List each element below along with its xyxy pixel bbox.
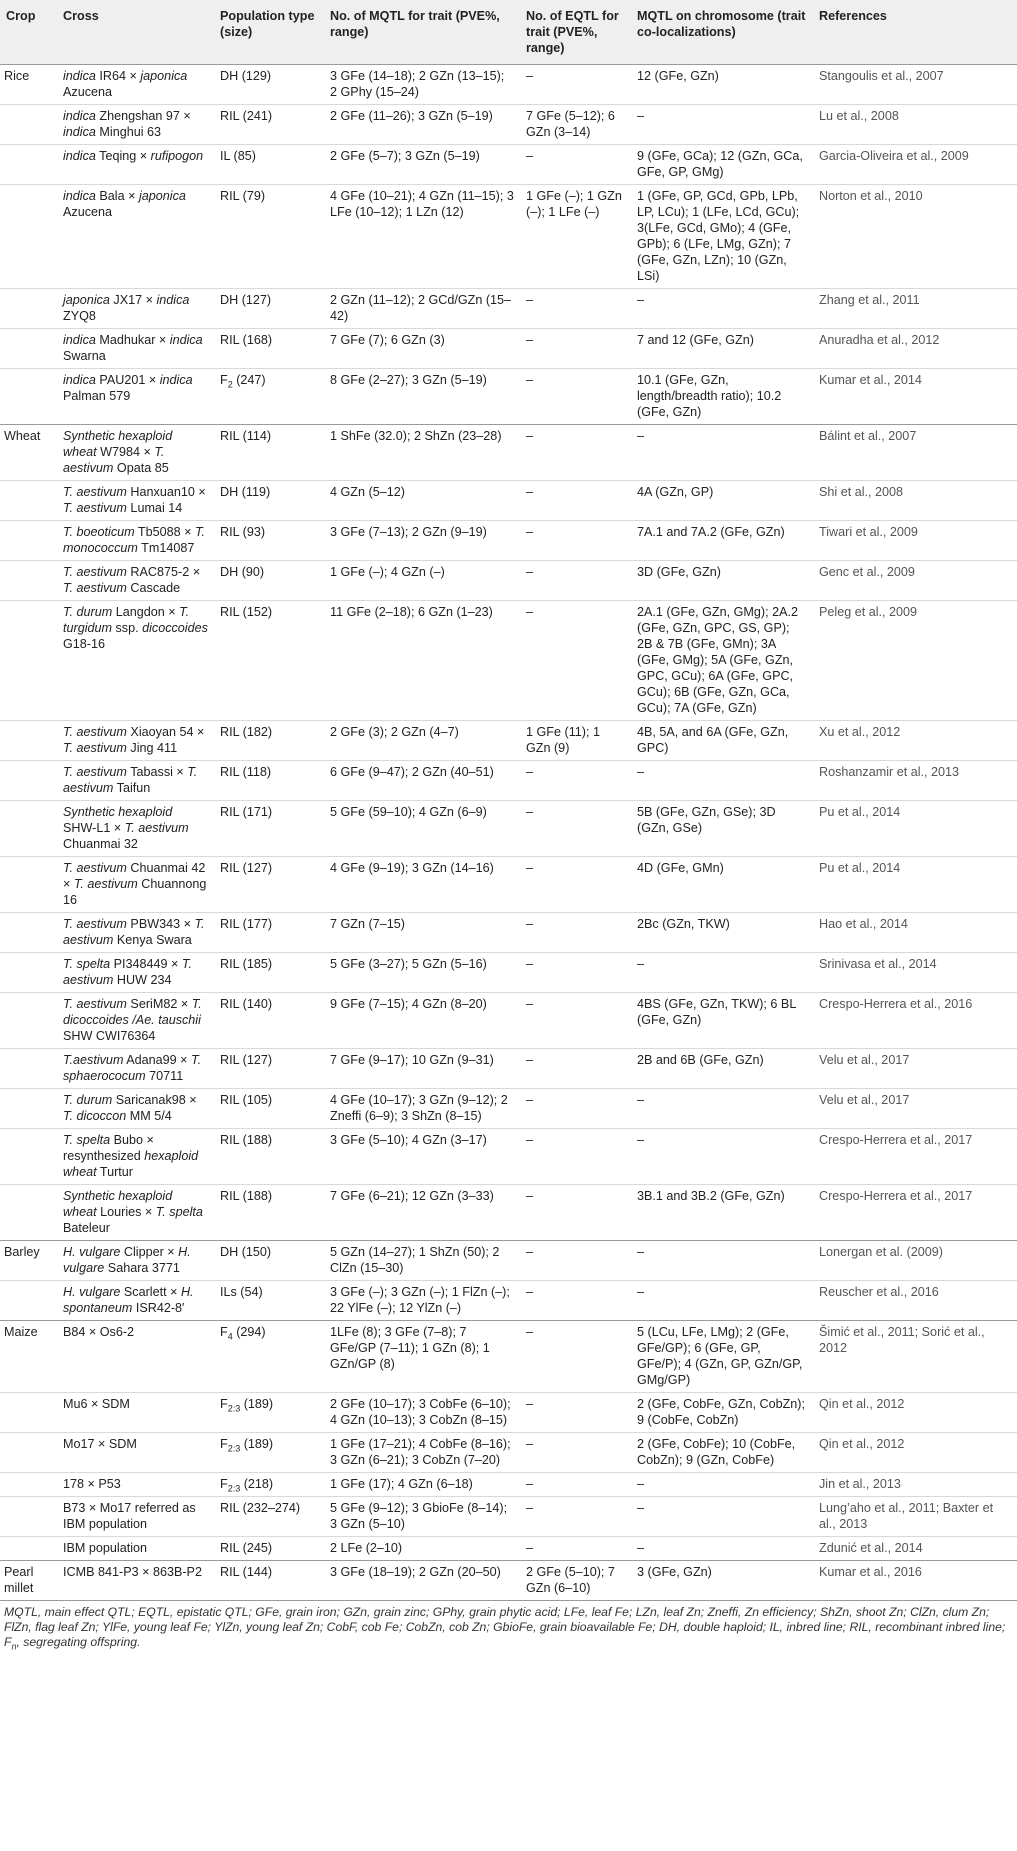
reference-cell: Lung’aho et al., 2011; Baxter et al., 2013 — [813, 1497, 1017, 1537]
reference-cell: Lu et al., 2008 — [813, 105, 1017, 145]
eqtl-cell: – — [520, 857, 631, 913]
population-cell: $F_4$ (294) — [214, 1321, 324, 1393]
cross-cell: T. aestivum Xiaoyan 54 × T. aestivum Jing 411 — [57, 721, 214, 761]
population-cell: $F_2$ (247) — [214, 369, 324, 425]
chromosome-cell: 5B (GFe, GZn, GSe); 3D (GZn, GSe) — [631, 801, 813, 857]
eqtl-cell: 1 GFe (11); 1 GZn (9) — [520, 721, 631, 761]
population-cell: RIL (171) — [214, 801, 324, 857]
cross-cell: IBM population — [57, 1537, 214, 1561]
chromosome-cell: – — [631, 953, 813, 993]
crop-cell — [0, 993, 57, 1049]
population-cell: RIL (152) — [214, 601, 324, 721]
population-cell: DH (150) — [214, 1241, 324, 1281]
cross-cell: 178 × P53 — [57, 1473, 214, 1497]
eqtl-cell: – — [520, 1433, 631, 1473]
eqtl-cell: – — [520, 1497, 631, 1537]
reference-cell: Šimić et al., 2011; Sorić et al., 2012 — [813, 1321, 1017, 1393]
chromosome-cell: 1 (GFe, GP, GCd, GPb, LPb, LP, LCu); 1 (LFe, LCd, GCu); 3(LFe, GCd, GMo); 4 (GFe, GPb); 6 (LFe, LMg, GZn); 7 (GFe, GZn, LZn); 10 (GZn, LSi) — [631, 185, 813, 289]
population-cell: RIL (232–274) — [214, 1497, 324, 1537]
population-cell: RIL (177) — [214, 913, 324, 953]
chromosome-cell: – — [631, 289, 813, 329]
eqtl-cell: – — [520, 801, 631, 857]
chromosome-cell: 4D (GFe, GMn) — [631, 857, 813, 913]
population-cell: RIL (127) — [214, 1049, 324, 1089]
chromosome-cell: 4B, 5A, and 6A (GFe, GZn, GPC) — [631, 721, 813, 761]
cross-cell: B84 × Os6-2 — [57, 1321, 214, 1393]
reference-cell: Velu et al., 2017 — [813, 1089, 1017, 1129]
crop-cell — [0, 1089, 57, 1129]
population-cell: RIL (140) — [214, 993, 324, 1049]
mqtl-cell: 5 GZn (14–27); 1 ShZn (50); 2 ClZn (15–30) — [324, 1241, 520, 1281]
eqtl-cell: – — [520, 993, 631, 1049]
cross-cell: T. boeoticum Tb5088 × T. monococcum Tm14087 — [57, 521, 214, 561]
chromosome-cell: – — [631, 1281, 813, 1321]
header-crop: Crop — [0, 0, 57, 65]
chromosome-cell: 2B and 6B (GFe, GZn) — [631, 1049, 813, 1089]
reference-cell: Bálint et al., 2007 — [813, 425, 1017, 481]
crop-cell — [0, 721, 57, 761]
mqtl-cell: 3 GFe (–); 3 GZn (–); 1 FlZn (–); 22 YlFe (–); 12 YlZn (–) — [324, 1281, 520, 1321]
population-cell: DH (127) — [214, 289, 324, 329]
chromosome-cell: 2A.1 (GFe, GZn, GMg); 2A.2 (GFe, GZn, GPC, GS, GP); 2B & 7B (GFe, GMn); 3A (GFe, GMg); 5A (GFe, GZn, GPC, GCu); 6A (GFe, GPC, GCu); 6B (GFe, GZn, GCa, GCu); 7A (GFe, GZn) — [631, 601, 813, 721]
reference-cell: Roshanzamir et al., 2013 — [813, 761, 1017, 801]
eqtl-cell: – — [520, 1321, 631, 1393]
chromosome-cell: – — [631, 105, 813, 145]
crop-cell — [0, 1129, 57, 1185]
header-population: Population type (size) — [214, 0, 324, 65]
chromosome-cell: 9 (GFe, GCa); 12 (GZn, GCa, GFe, GP, GMg) — [631, 145, 813, 185]
crop-cell — [0, 105, 57, 145]
eqtl-cell: – — [520, 369, 631, 425]
reference-cell: Zdunić et al., 2014 — [813, 1537, 1017, 1561]
mqtl-cell: 1LFe (8); 3 GFe (7–8); 7 GFe/GP (7–11); 1 GZn (8); 1 GZn/GP (8) — [324, 1321, 520, 1393]
chromosome-cell: – — [631, 761, 813, 801]
population-cell: RIL (185) — [214, 953, 324, 993]
cross-cell: T. aestivum RAC875-2 × T. aestivum Cascade — [57, 561, 214, 601]
reference-cell: Qin et al., 2012 — [813, 1393, 1017, 1433]
table-row — [0, 1473, 1017, 1497]
reference-cell: Qin et al., 2012 — [813, 1433, 1017, 1473]
table-row — [0, 369, 1017, 425]
reference-cell: Tiwari et al., 2009 — [813, 521, 1017, 561]
eqtl-cell: – — [520, 913, 631, 953]
chromosome-cell: – — [631, 1089, 813, 1129]
cross-cell: T. aestivum SeriM82 × T. dicoccoides /Ae. tauschii SHW CWI76364 — [57, 993, 214, 1049]
eqtl-cell: – — [520, 1089, 631, 1129]
cross-cell: T.aestivum Adana99 × T. sphaerococum 70711 — [57, 1049, 214, 1089]
cross-cell: B73 × Mo17 referred as IBM population — [57, 1497, 214, 1537]
crop-cell: Wheat — [0, 425, 57, 481]
table-row — [0, 601, 1017, 721]
table-row — [0, 329, 1017, 369]
reference-cell: Shi et al., 2008 — [813, 481, 1017, 521]
eqtl-cell: – — [520, 561, 631, 601]
chromosome-cell: 12 (GFe, GZn) — [637, 69, 719, 83]
crop-cell — [0, 561, 57, 601]
mqtl-cell: 9 GFe (7–15); 4 GZn (8–20) — [324, 993, 520, 1049]
cross-cell: T. spelta Bubo × resynthesized hexaploid wheat Turtur — [57, 1129, 214, 1185]
mqtl-cell: 2 GFe (5–7); 3 GZn (5–19) — [324, 145, 520, 185]
chromosome-cell: – — [631, 425, 813, 481]
chromosome-cell: 3 (GFe, GZn) — [631, 1561, 813, 1601]
eqtl-cell: – — [520, 289, 631, 329]
header-eqtl: No. of EQTL for trait (PVE%, range) — [520, 0, 631, 65]
mqtl-cell: 3 GFe (18–19); 2 GZn (20–50) — [324, 1561, 520, 1601]
chromosome-cell: 7 and 12 (GFe, GZn) — [631, 329, 813, 369]
reference-cell: Hao et al., 2014 — [813, 913, 1017, 953]
eqtl-cell: – — [520, 1393, 631, 1433]
cross-cell: T. aestivum Hanxuan10 × T. aestivum Lumai 14 — [57, 481, 214, 521]
table-row — [0, 1497, 1017, 1537]
reference-cell: Reuscher et al., 2016 — [813, 1281, 1017, 1321]
crop-cell — [0, 185, 57, 289]
reference-cell: Jin et al., 2013 — [813, 1473, 1017, 1497]
cross-cell: H. vulgare Scarlett × H. spontaneum ISR42-8′ — [57, 1281, 214, 1321]
mqtl-cell: 5 GFe (59–10); 4 GZn (6–9) — [324, 801, 520, 857]
cross-cell: indica IR64 × japonica Azucena — [63, 69, 188, 99]
population-cell: $F_{2:3}$ (189) — [214, 1393, 324, 1433]
table-row — [0, 801, 1017, 857]
eqtl-cell: – — [520, 601, 631, 721]
crop-cell — [0, 481, 57, 521]
mqtl-cell: 3 GFe (7–13); 2 GZn (9–19) — [324, 521, 520, 561]
population-cell: DH (129) — [220, 69, 272, 83]
crop-cell — [0, 369, 57, 425]
table-row — [0, 1321, 1017, 1393]
table-row — [0, 761, 1017, 801]
crop-cell: Barley — [0, 1241, 57, 1281]
mqtl-cell: 5 GFe (3–27); 5 GZn (5–16) — [324, 953, 520, 993]
eqtl-cell: 7 GFe (5–12); 6 GZn (3–14) — [520, 105, 631, 145]
eqtl-cell: – — [520, 953, 631, 993]
crop-cell — [0, 1393, 57, 1433]
population-cell: RIL (188) — [214, 1185, 324, 1241]
crop-cell — [0, 953, 57, 993]
crop-cell — [0, 1433, 57, 1473]
population-cell: RIL (127) — [214, 857, 324, 913]
population-cell: RIL (245) — [214, 1537, 324, 1561]
chromosome-cell: – — [631, 1129, 813, 1185]
table-row — [0, 993, 1017, 1049]
mqtl-cell: 2 GFe (11–26); 3 GZn (5–19) — [324, 105, 520, 145]
eqtl-cell: – — [520, 1473, 631, 1497]
table-row — [0, 1241, 1017, 1281]
reference-cell: Genc et al., 2009 — [813, 561, 1017, 601]
cross-cell: H. vulgare Clipper × H. vulgare Sahara 3771 — [57, 1241, 214, 1281]
crop-cell — [0, 801, 57, 857]
population-cell: DH (90) — [214, 561, 324, 601]
mqtl-cell: 3 GFe (5–10); 4 GZn (3–17) — [324, 1129, 520, 1185]
eqtl-cell: – — [520, 1049, 631, 1089]
mqtl-cell: 2 GFe (10–17); 3 CobFe (6–10); 4 GZn (10–13); 3 CobZn (8–15) — [324, 1393, 520, 1433]
mqtl-cell: 1 GFe (–); 4 GZn (–) — [324, 561, 520, 601]
mqtl-cell: 11 GFe (2–18); 6 GZn (1–23) — [324, 601, 520, 721]
chromosome-cell: – — [631, 1497, 813, 1537]
chromosome-cell: 3B.1 and 3B.2 (GFe, GZn) — [631, 1185, 813, 1241]
eqtl-cell: – — [520, 481, 631, 521]
population-cell: RIL (168) — [214, 329, 324, 369]
mqtl-cell: 2 GFe (3); 2 GZn (4–7) — [324, 721, 520, 761]
table-body — [0, 65, 1017, 1601]
eqtl-cell: – — [520, 1281, 631, 1321]
population-cell: $F_{2:3}$ (189) — [214, 1433, 324, 1473]
reference-cell: Kumar et al., 2016 — [813, 1561, 1017, 1601]
mqtl-cell: 8 GFe (2–27); 3 GZn (5–19) — [324, 369, 520, 425]
table-row — [0, 721, 1017, 761]
reference-cell: Zhang et al., 2011 — [813, 289, 1017, 329]
mqtl-cell: 1 GFe (17–21); 4 CobFe (8–16); 3 GZn (6–21); 3 CobZn (7–20) — [324, 1433, 520, 1473]
table-row — [0, 1281, 1017, 1321]
eqtl-cell: 2 GFe (5–10); 7 GZn (6–10) — [520, 1561, 631, 1601]
cross-cell: T. aestivum Tabassi × T. aestivum Taifun — [57, 761, 214, 801]
cross-cell: Mu6 × SDM — [57, 1393, 214, 1433]
crop-cell — [0, 1049, 57, 1089]
reference-cell: Stangoulis et al., 2007 — [819, 69, 944, 83]
population-cell: RIL (182) — [214, 721, 324, 761]
population-cell: ILs (54) — [214, 1281, 324, 1321]
mqtl-cell: 5 GFe (9–12); 3 GbioFe (8–14); 3 GZn (5–10) — [324, 1497, 520, 1537]
reference-cell: Anuradha et al., 2012 — [813, 329, 1017, 369]
crop-cell: Rice — [4, 69, 30, 83]
crop-cell — [0, 1473, 57, 1497]
crop-cell — [0, 1185, 57, 1241]
chromosome-cell: 10.1 (GFe, GZn, length/breadth ratio); 10.2 (GFe, GZn) — [631, 369, 813, 425]
crop-cell — [0, 145, 57, 185]
reference-cell: Pu et al., 2014 — [813, 857, 1017, 913]
eqtl-cell: – — [520, 145, 631, 185]
table-row — [0, 561, 1017, 601]
table-row — [0, 289, 1017, 329]
cross-cell: T. durum Saricanak98 × T. dicoccon MM 5/4 — [57, 1089, 214, 1129]
mqtl-cell: 7 GFe (6–21); 12 GZn (3–33) — [324, 1185, 520, 1241]
header-mqtl: No. of MQTL for trait (PVE%, range) — [324, 0, 520, 65]
population-cell: RIL (93) — [214, 521, 324, 561]
eqtl-cell: – — [520, 1185, 631, 1241]
crop-cell — [0, 761, 57, 801]
population-cell: RIL (114) — [214, 425, 324, 481]
table-row — [0, 1433, 1017, 1473]
table-row — [0, 1129, 1017, 1185]
chromosome-cell: 2 (GFe, CobFe, GZn, CobZn); 9 (CobFe, CobZn) — [631, 1393, 813, 1433]
reference-cell: Crespo-Herrera et al., 2016 — [813, 993, 1017, 1049]
reference-cell: Kumar et al., 2014 — [813, 369, 1017, 425]
population-cell: $F_{2:3}$ (218) — [214, 1473, 324, 1497]
crop-cell — [0, 913, 57, 953]
table-row — [0, 1561, 1017, 1601]
population-cell: DH (119) — [214, 481, 324, 521]
table-row — [0, 1393, 1017, 1433]
cross-cell: japonica JX17 × indica ZYQ8 — [57, 289, 214, 329]
cross-cell: Synthetic hexaploid wheat W7984 × T. aestivum Opata 85 — [57, 425, 214, 481]
population-cell: RIL (188) — [214, 1129, 324, 1185]
chromosome-cell: 4A (GZn, GP) — [631, 481, 813, 521]
cross-cell: indica Teqing × rufipogon — [57, 145, 214, 185]
eqtl-cell: – — [520, 425, 631, 481]
crop-cell — [0, 1537, 57, 1561]
table-row — [0, 1049, 1017, 1089]
chromosome-cell: – — [631, 1473, 813, 1497]
cross-cell: ICMB 841-P3 × 863B-P2 — [57, 1561, 214, 1601]
eqtl-cell: – — [520, 1129, 631, 1185]
header-references: References — [813, 0, 1017, 65]
chromosome-cell: 5 (LCu, LFe, LMg); 2 (GFe, GFe/GP); 6 (GFe, GP, GFe/P); 4 (GZn, GP, GZn/GP, GMg/GP) — [631, 1321, 813, 1393]
reference-cell: Norton et al., 2010 — [813, 185, 1017, 289]
cross-cell: Synthetic hexaploid SHW-L1 × T. aestivum Chuanmai 32 — [57, 801, 214, 857]
eqtl-cell: – — [520, 329, 631, 369]
eqtl-cell: – — [520, 521, 631, 561]
table-row — [0, 857, 1017, 913]
cross-cell: T. spelta PI348449 × T. aestivum HUW 234 — [57, 953, 214, 993]
chromosome-cell: – — [631, 1537, 813, 1561]
chromosome-cell: – — [631, 1241, 813, 1281]
population-cell: RIL (241) — [214, 105, 324, 145]
chromosome-cell: 2Bc (GZn, TKW) — [631, 913, 813, 953]
eqtl-cell: – — [520, 1241, 631, 1281]
eqtl-cell: – — [520, 761, 631, 801]
population-cell: RIL (105) — [214, 1089, 324, 1129]
table-row — [0, 1537, 1017, 1561]
table-row — [0, 425, 1017, 481]
eqtl-cell: 1 GFe (–); 1 GZn (–); 1 LFe (–) — [520, 185, 631, 289]
table-row — [0, 913, 1017, 953]
table-row — [0, 481, 1017, 521]
cross-cell: indica Bala × japonica Azucena — [57, 185, 214, 289]
chromosome-cell: 3D (GFe, GZn) — [631, 561, 813, 601]
eqtl-cell: – — [526, 69, 534, 83]
cross-cell: Synthetic hexaploid wheat Louries × T. spelta Bateleur — [57, 1185, 214, 1241]
population-cell: RIL (79) — [214, 185, 324, 289]
table-row — [0, 1089, 1017, 1129]
population-cell: RIL (118) — [214, 761, 324, 801]
chromosome-cell: 7A.1 and 7A.2 (GFe, GZn) — [631, 521, 813, 561]
crop-cell — [0, 289, 57, 329]
header-cross: Cross — [57, 0, 214, 65]
eqtl-cell: – — [520, 1537, 631, 1561]
table-row — [0, 65, 1017, 105]
crop-cell — [0, 601, 57, 721]
crop-cell: Pearl millet — [0, 1561, 57, 1601]
table-row — [0, 185, 1017, 289]
table-row — [0, 105, 1017, 145]
cross-cell: T. durum Langdon × T. turgidum ssp. dicoccoides G18-16 — [57, 601, 214, 721]
crop-cell — [0, 857, 57, 913]
mqtl-cell: 2 LFe (2–10) — [324, 1537, 520, 1561]
cross-cell: T. aestivum Chuanmai 42 × T. aestivum Chuannong 16 — [57, 857, 214, 913]
mqtl-cell: 6 GFe (9–47); 2 GZn (40–51) — [324, 761, 520, 801]
crop-cell — [0, 1497, 57, 1537]
mqtl-cell: 7 GZn (7–15) — [324, 913, 520, 953]
mqtl-cell: 1 GFe (17); 4 GZn (6–18) — [324, 1473, 520, 1497]
cross-cell: indica PAU201 × indica Palman 579 — [57, 369, 214, 425]
header-row — [0, 0, 1017, 65]
table-row — [0, 953, 1017, 993]
cross-cell: indica Madhukar × indica Swarna — [57, 329, 214, 369]
table-row — [0, 521, 1017, 561]
chromosome-cell: 4BS (GFe, GZn, TKW); 6 BL (GFe, GZn) — [631, 993, 813, 1049]
crop-cell — [0, 1281, 57, 1321]
cross-cell: indica Zhengshan 97 × indica Minghui 63 — [57, 105, 214, 145]
mqtl-cell: 1 ShFe (32.0); 2 ShZn (23–28) — [324, 425, 520, 481]
crop-cell — [0, 521, 57, 561]
reference-cell: Velu et al., 2017 — [813, 1049, 1017, 1089]
reference-cell: Srinivasa et al., 2014 — [813, 953, 1017, 993]
table-footnote: MQTL, main effect QTL; EQTL, epistatic QTL; GFe, grain iron; GZn, grain zinc; GPhy, grain phytic acid; LFe, leaf Fe; LZn, leaf Zn; Zneffi, Zn efficiency; ShZn, shoot Zn; ClZn, clum Zn; FlZn, flag leaf Zn; YlFe, young leaf Fe; YlZn, young leaf Zn; CobF, cob Fe; CobZn, cob Zn; GbioFe, grain bioavailable Fe; DH, double haploid; IL, inbred line; RIL, recombinant inbred line; $F_n$, segregating offspring. — [4, 1605, 1006, 1652]
mqtl-cell: 7 GFe (9–17); 10 GZn (9–31) — [324, 1049, 520, 1089]
reference-cell: Xu et al., 2012 — [813, 721, 1017, 761]
reference-cell: Garcia-Oliveira et al., 2009 — [813, 145, 1017, 185]
table-row — [0, 1185, 1017, 1241]
mqtl-cell: 4 GZn (5–12) — [324, 481, 520, 521]
mqtl-cell: 2 GZn (11–12); 2 GCd/GZn (15–42) — [324, 289, 520, 329]
reference-cell: Crespo-Herrera et al., 2017 — [813, 1185, 1017, 1241]
cross-cell: Mo17 × SDM — [57, 1433, 214, 1473]
crop-cell: Maize — [0, 1321, 57, 1393]
crop-cell — [0, 329, 57, 369]
reference-cell: Lonergan et al. (2009) — [813, 1241, 1017, 1281]
population-cell: RIL (144) — [214, 1561, 324, 1601]
reference-cell: Peleg et al., 2009 — [813, 601, 1017, 721]
header-chromosome: MQTL on chromosome (trait co-localizations) — [631, 0, 813, 65]
mqtl-cell: 4 GFe (10–21); 4 GZn (11–15); 3 LFe (10–12); 1 LZn (12) — [324, 185, 520, 289]
mqtl-cell: 4 GFe (9–19); 3 GZn (14–16) — [324, 857, 520, 913]
mqtl-cell: 3 GFe (14–18); 2 GZn (13–15); 2 GPhy (15–24) — [330, 69, 505, 99]
population-cell: IL (85) — [214, 145, 324, 185]
cross-cell: T. aestivum PBW343 × T. aestivum Kenya Swara — [57, 913, 214, 953]
mqtl-cell: 7 GFe (7); 6 GZn (3) — [324, 329, 520, 369]
table-row — [0, 145, 1017, 185]
reference-cell: Pu et al., 2014 — [813, 801, 1017, 857]
mqtl-cell: 4 GFe (10–17); 3 GZn (9–12); 2 Zneffi (6–9); 3 ShZn (8–15) — [324, 1089, 520, 1129]
chromosome-cell: 2 (GFe, CobFe); 10 (CobFe, CobZn); 9 (GZn, CobFe) — [631, 1433, 813, 1473]
reference-cell: Crespo-Herrera et al., 2017 — [813, 1129, 1017, 1185]
